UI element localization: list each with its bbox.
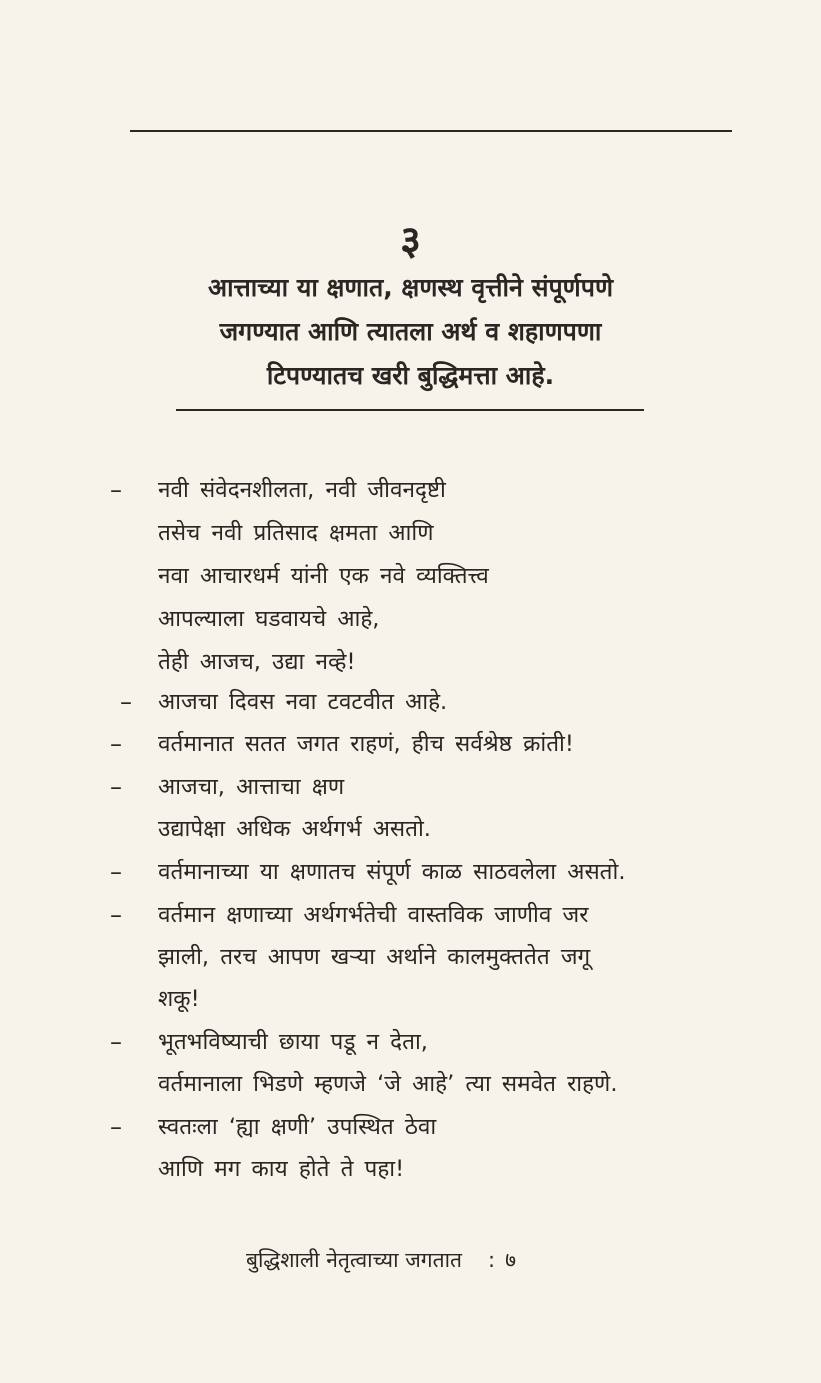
bullet-dash: – bbox=[110, 901, 122, 929]
chapter-epigraph bbox=[100, 266, 721, 398]
list-item-line: नवी संवेदनशीलता, नवी जीवनदृष्टी bbox=[158, 477, 446, 503]
list-item-line: वर्तमानाच्या या क्षणातच संपूर्ण काळ साठवलेला असतो. bbox=[158, 859, 626, 885]
bullet-dash: – bbox=[110, 1113, 122, 1141]
running-title: बुद्धिशाली नेतृत्वाच्या जगतात bbox=[246, 1248, 462, 1272]
list-item-line: आजचा दिवस नवा टवटवीत आहे. bbox=[158, 689, 448, 715]
bullet-dash: – bbox=[110, 773, 122, 801]
bullet-dash: – bbox=[110, 476, 122, 504]
list-item-line: वर्तमान क्षणाच्या अर्थगर्भतेची वास्तविक जाणीव जर bbox=[158, 902, 589, 928]
list-item-line: शकू! bbox=[158, 986, 200, 1012]
chapter-number: ३ bbox=[400, 218, 421, 264]
list-item-line: झाली, तरच आपण खऱ्या अर्थाने कालमुक्ततेत जगू bbox=[158, 944, 591, 970]
bullet-dash: – bbox=[110, 730, 122, 758]
epigraph-line: जगण्यात आणि त्यातला अर्थ व शहाणपणा bbox=[219, 317, 602, 346]
footer-separator: : bbox=[487, 1248, 496, 1272]
list-item-line: आजचा, आत्ताचा क्षण bbox=[158, 774, 345, 800]
list-item-line: आणि मग काय होते ते पहा! bbox=[158, 1156, 405, 1182]
list-item-line: वर्तमानाला भिडणे म्हणजे ‘जे आहे’ त्या समवेत राहणे. bbox=[158, 1071, 618, 1097]
bullet-dash: – bbox=[120, 688, 132, 716]
list-item-line: उद्यापेक्षा अधिक अर्थगर्भ असतो. bbox=[158, 816, 431, 842]
page-footer bbox=[246, 1242, 516, 1278]
list-item-line: स्वतःला ‘ह्या क्षणी’ उपस्थित ठेवा bbox=[158, 1114, 437, 1140]
epigraph-underline bbox=[176, 409, 644, 411]
epigraph-line: आत्ताच्या या क्षणात, क्षणस्थ वृत्तीने संपूर्णपणे bbox=[207, 273, 614, 302]
top-rule bbox=[130, 130, 732, 132]
list-item-line: तसेच नवी प्रतिसाद क्षमता आणि bbox=[158, 520, 434, 546]
list-item-line: आपल्याला घडवायचे आहे, bbox=[158, 606, 380, 632]
epigraph-line: टिपण्यातच खरी बुद्धिमत्ता आहे. bbox=[266, 361, 555, 390]
list-item-line: भूतभविष्याची छाया पडू न देता, bbox=[158, 1029, 428, 1055]
list-item-line: वर्तमानात सतत जगत राहणं, हीच सर्वश्रेष्ठ क्रांती! bbox=[158, 731, 574, 757]
page-number: ७ bbox=[505, 1248, 516, 1272]
bullet-dash: – bbox=[110, 1028, 122, 1056]
list-item-line: नवा आचारधर्म यांनी एक नवे व्यक्तित्त्व bbox=[158, 563, 489, 589]
list-item-line: तेही आजच, उद्या नव्हे! bbox=[158, 649, 356, 675]
bullet-dash: – bbox=[110, 858, 122, 886]
